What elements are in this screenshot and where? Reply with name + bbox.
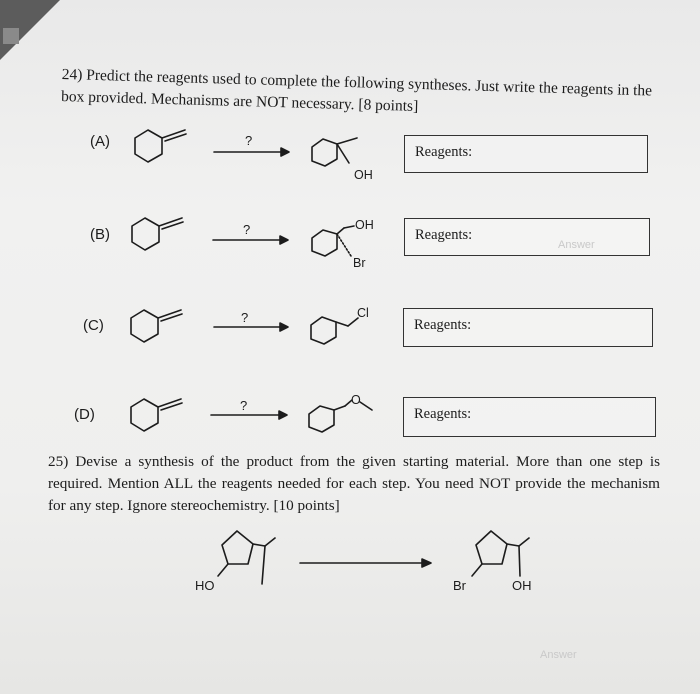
part-a-label: (A) — [90, 133, 110, 150]
atom-label-br: Br — [453, 578, 466, 593]
arrow-label-d: ? — [240, 398, 248, 413]
reagents-label: Reagents: — [415, 227, 473, 243]
atom-label-o: O — [351, 393, 361, 407]
synthesis-arrow — [300, 559, 431, 567]
question-number: 25) — [48, 453, 69, 470]
arrow-label-c: ? — [241, 310, 249, 325]
reagents-label: Reagents: — [414, 406, 472, 422]
arrow-label-a: ? — [245, 133, 253, 148]
question-text: Predict the reagents used to complete the following syntheses. Just write the reagents in the box provided. Mechanisms are NOT necessary. [8 points] — [60, 66, 653, 116]
arrow-label-b: ? — [243, 222, 251, 237]
part-c-label: (C) — [83, 317, 104, 334]
product-25 — [472, 531, 529, 576]
question-number: 24) — [61, 65, 83, 84]
reagents-label: Reagents: — [415, 144, 473, 160]
ghost-answer-mark: Answer — [558, 239, 595, 251]
ghost-answer-mark: Answer — [540, 649, 577, 661]
atom-label-oh: OH — [512, 578, 532, 593]
part-b-label: (B) — [90, 226, 110, 243]
atom-label-oh: OH — [354, 168, 373, 182]
atom-label-cl: Cl — [357, 306, 369, 320]
atom-label-br: Br — [353, 256, 366, 270]
part-d-label: (D) — [74, 406, 95, 423]
starting-material — [218, 531, 275, 584]
atom-label-ho: HO — [195, 578, 215, 593]
atom-label-oh: OH — [355, 218, 374, 232]
question-text: Devise a synthesis of the product from the given starting material. More than one step is required. Mention ALL the reagents needed for each step. You need NOT provide the mechanism for any step. Ignore stereochemistry. [10 points] — [48, 453, 661, 515]
reagents-label: Reagents: — [414, 317, 472, 333]
